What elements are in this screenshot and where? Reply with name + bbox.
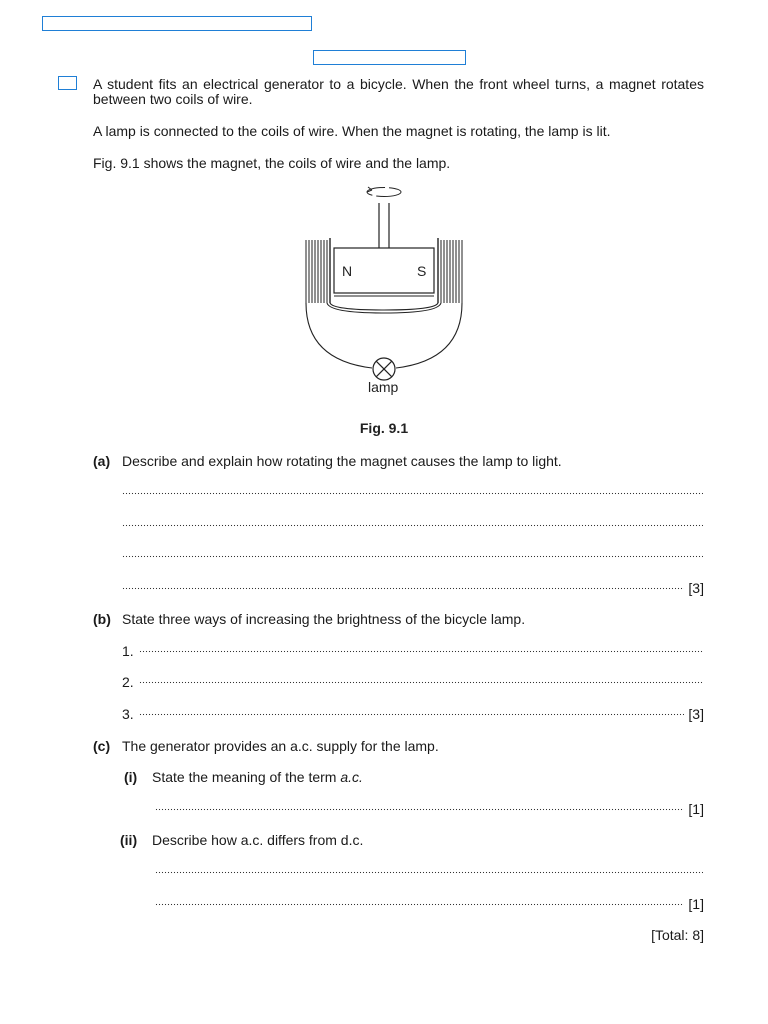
part-c-label: (c) — [93, 738, 111, 754]
intro-paragraph-2: A lamp is connected to the coils of wire. When the magnet is rotating, the lamp is lit. — [93, 123, 611, 139]
answer-line-a4[interactable] — [122, 587, 684, 590]
intro-paragraph-3: Fig. 9.1 shows the magnet, the coils of wire and the lamp. — [93, 155, 451, 171]
part-c-text: The generator provides an a.c. supply for the lamp. — [122, 738, 439, 754]
magnet-pole-s: S — [417, 263, 427, 279]
generator-diagram — [0, 0, 768, 436]
part-b-item-3-number: 3. — [122, 706, 134, 722]
answer-line-b3[interactable] — [139, 713, 684, 716]
figure-caption: Fig. 9.1 — [359, 420, 409, 436]
rotation-arrow-icon — [367, 188, 401, 197]
answer-line-a3[interactable] — [122, 555, 703, 558]
part-c-i-text: State the meaning of the term — [152, 769, 337, 785]
part-c-i-question — [152, 769, 363, 785]
answer-line-b1[interactable] — [139, 650, 703, 653]
part-b-item-1-number: 1. — [122, 643, 134, 659]
lamp-label: lamp — [368, 379, 399, 395]
answer-line-b2[interactable] — [139, 681, 703, 684]
part-b-marks: [3] — [688, 706, 704, 722]
answer-line-c-ii-2[interactable] — [155, 903, 684, 906]
part-c-i-term: a.c. — [340, 769, 363, 785]
answer-line-a2[interactable] — [122, 524, 703, 527]
part-c-ii-label: (ii) — [120, 832, 138, 848]
answer-line-c-i[interactable] — [155, 808, 684, 811]
part-a-text: Describe and explain how rotating the magnet causes the lamp to light. — [122, 453, 562, 469]
intro-paragraph-1: A student fits an electrical generator to a bicycle. When the front wheel turns, a magnet rotates between two coils of wire. — [93, 76, 704, 107]
left-coil — [306, 238, 330, 303]
part-b-item-2-number: 2. — [122, 674, 134, 690]
part-c-ii-text: Describe how a.c. differs from d.c. — [152, 832, 364, 848]
part-a-marks: [3] — [688, 580, 704, 596]
part-c-ii-marks: [1] — [688, 896, 704, 912]
answer-line-a1[interactable] — [122, 492, 703, 495]
part-c-i-label: (i) — [124, 769, 138, 785]
total-marks: [Total: 8] — [651, 927, 704, 943]
lamp-icon — [373, 358, 395, 380]
part-b-text: State three ways of increasing the brightness of the bicycle lamp. — [122, 611, 526, 627]
answer-line-c-ii-1[interactable] — [155, 871, 703, 874]
part-c-i-marks: [1] — [688, 801, 704, 817]
part-a-label: (a) — [93, 453, 111, 469]
magnet-pole-n: N — [342, 263, 353, 279]
right-coil — [438, 238, 462, 303]
part-b-label: (b) — [93, 611, 111, 627]
